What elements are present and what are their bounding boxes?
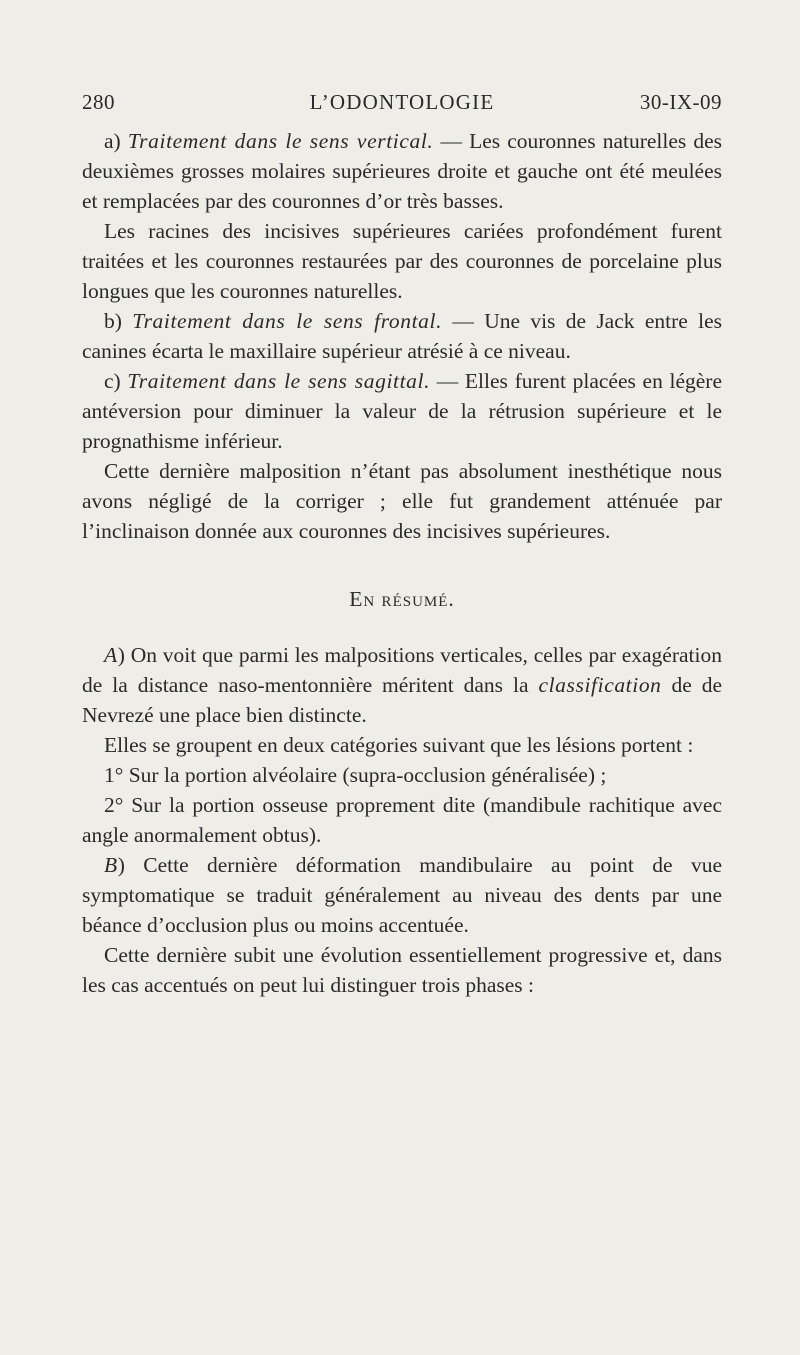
italic-term: classification <box>538 673 662 697</box>
paragraph-categories: Elles se groupent en deux catégories suivant que les lésions portent : <box>104 733 694 757</box>
item-marker: c) <box>104 369 128 393</box>
paragraph-treatment-frontal <box>82 306 722 366</box>
point-letter: B <box>104 853 118 877</box>
item-marker: a) <box>104 129 128 153</box>
paragraph-text: — Elles furent placées en légère antéversion pour diminuer la valeur de la rétrusion supérieure et le prognathisme inférieur. <box>82 369 722 453</box>
issue-date: 30-IX-09 <box>639 90 722 114</box>
subheading-italic: Traitement dans le sens frontal. <box>132 309 443 333</box>
paragraph-incisors: Les racines des incisives supérieures cariées profondément furent traitées et les couronnes restaurées par des couronnes de porcelaine plus longues que les couronnes naturelles. <box>82 219 722 303</box>
body-text <box>82 126 722 1000</box>
list-item-2: 2° Sur la portion osseuse proprement dite (mandibule rachitique avec angle anormalement obtus). <box>82 793 722 847</box>
summary-point-a <box>82 640 722 730</box>
paragraph-treatment-sagittal <box>82 366 722 456</box>
paragraph-treatment-vertical <box>82 126 722 216</box>
paragraph-text: — Une vis de Jack entre les canines écarta le maxillaire supérieur atrésié à ce niveau. <box>82 309 722 363</box>
paragraph-evolution: Cette dernière subit une évolution essentiellement progressive et, dans les cas accentués on peut lui distinguer trois phases : <box>82 943 722 997</box>
subheading-italic: Traitement dans le sens sagittal. <box>127 369 431 393</box>
paragraph-text: — Les couronnes naturelles des deuxièmes grosses molaires supérieures droite et gauche ont été meulées et remplacées par des couronnes d’or très basses. <box>82 129 723 213</box>
summary-point-b <box>82 850 722 940</box>
journal-title: L’ODONTOLOGIE <box>309 90 495 114</box>
paragraph-text: ) On voit que parmi les malpositions verticales, celles par exagération de la distance naso-mentonnière méritent dans la <box>82 643 722 697</box>
list-item-1: 1° Sur la portion alvéolaire (supra-occlusion généralisée) ; <box>104 763 607 787</box>
paragraph-text: ) Cette dernière déformation mandibulaire au point de vue symptomatique se traduit généralement au niveau des dents par une béance d’occlusion plus ou moins accentuée. <box>82 853 722 937</box>
running-header <box>82 90 722 120</box>
section-heading: En résumé. <box>349 587 455 611</box>
point-letter: A <box>104 643 118 667</box>
subheading-italic: Traitement dans le sens vertical. <box>127 129 434 153</box>
paragraph-text: de de Nevrezé une place bien distincte. <box>82 673 723 727</box>
paragraph-malposition: Cette dernière malposition n’étant pas absolument inesthétique nous avons négligé de la corriger ; elle fut grandement atténuée par l’inclinaison donnée aux couronnes des incisives supérieures. <box>82 459 722 543</box>
item-marker: b) <box>104 309 133 333</box>
page-number: 280 <box>82 90 115 114</box>
